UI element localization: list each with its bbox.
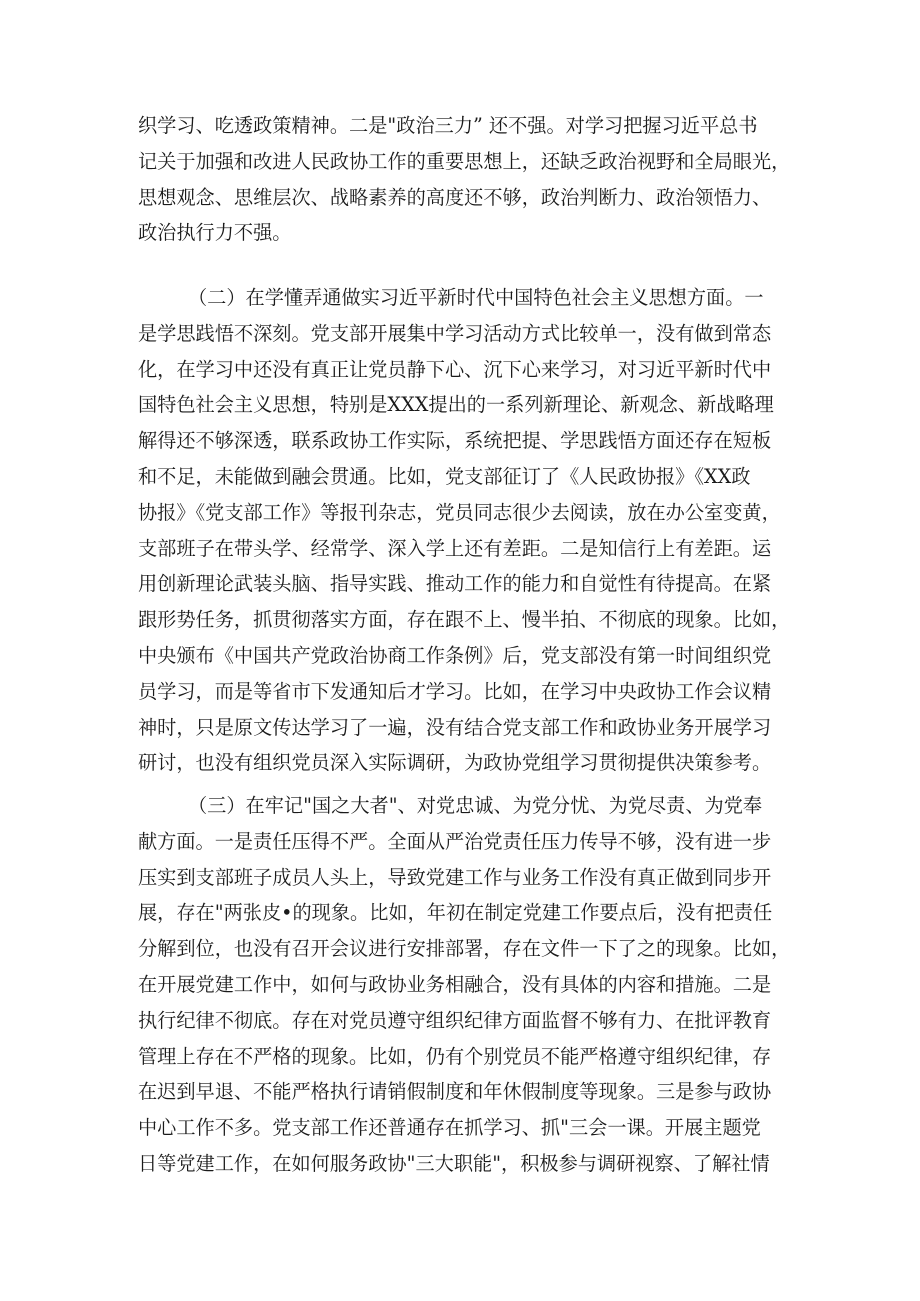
text-line: 分解到位，也没有召开会议进行安排部署，存在文件一下了之的现象。比如，: [138, 937, 791, 961]
text-line: 在开展党建工作中，如何与政协业务相融合，没有具体的内容和措施。二是: [138, 972, 772, 996]
paragraph-3: [138, 788, 796, 1182]
text-line: 员学习，而是等省市下发通知后才学习。比如，在学习中央政协工作会议精: [138, 679, 772, 703]
text-line: 中心工作不多。党支部工作还普通存在抓学习、抓"三会一课。开展主题党: [138, 1116, 761, 1140]
text-line: 神时，只是原文传达学习了一遍，没有结合党支部工作和政协业务开展学习: [138, 715, 772, 739]
text-line: （三）在牢记"国之大者"、对党忠诚、为党分忧、为党尽责、为党奉: [188, 794, 763, 817]
paragraph-1: [138, 108, 796, 251]
text-line: 支部班子在带头学、经常学、深入学上还有差距。二是知信行上有差距。运: [138, 536, 772, 560]
text-line: 解得还不够深透，联系政协工作实际，系统把提、学思践悟方面还存在短板: [138, 429, 772, 453]
text-line: 压实到支部班子成员人头上，导致党建工作与业务工作没有真正做到同步开: [138, 865, 772, 889]
text-line: 记关于加强和改进人民政协工作的重要思想上，还缺乏政治视野和全局眼光，: [138, 149, 791, 173]
text-line: （二）在学懂弄通做实习近平新时代中国特色社会主义思想方面。一: [188, 286, 764, 309]
text-line: 是学思践悟不深刻。党支部开展集中学习活动方式比较单一，没有做到常态: [138, 321, 772, 345]
text-line: 思想观念、思维层次、战略素养的高度还不够，政治判断力、政治领悟力、: [138, 185, 772, 209]
paragraph-2: [138, 280, 796, 781]
text-line: 日等党建工作，在如何服务政协"三大职能"，积极参与调研视察、了解社情: [138, 1151, 770, 1175]
text-line: 和不足，未能做到融会贯通。比如，党支部征订了《人民政协报》《XX政: [138, 464, 751, 488]
text-line: 在迟到早退、不能严格执行请销假制度和年休假制度等现象。三是参与政协: [138, 1080, 772, 1104]
text-line: 展，存在"两张皮•的现象。比如，年初在制定党建工作要点后，没有把责任: [138, 901, 773, 925]
text-line: 协报》《党支部工作》等报刊杂志，党员同志很少去阅读，放在办公室变黄，: [138, 500, 781, 524]
text-line: 跟形势任务，抓贯彻落实方面，存在跟不上、慢半拍、不彻底的现象。比如，: [138, 608, 791, 632]
text-line: 执行纪律不彻底。存在对党员遵守组织纪律方面监督不够有力、在批评教育: [138, 1008, 772, 1032]
text-line: 国特色社会主义思想，特别是XXX提出的一系列新理论、新观念、新战略理: [138, 393, 774, 417]
text-line: 研讨，也没有组织党员深入实际调研，为政协党组学习贯彻提供决策参考。: [138, 751, 772, 775]
text-line: 中央颁布《中国共产党政治协商工作条例》后，党支部没有第一时间组织党: [138, 643, 772, 667]
text-line: 用创新理论武装头脑、指导实践、推动工作的能力和自觉性有待提高。在紧: [138, 572, 772, 596]
text-line: 织学习、吃透政策精神。二是"政治三力” 还不强。对学习把握习近平总书: [138, 114, 758, 137]
text-line: 化，在学习中还没有真正让党员静下心、沉下心来学习，对习近平新时代中: [138, 357, 772, 381]
text-line: 政治执行力不强。: [138, 221, 292, 245]
text-line: 管理上存在不严格的现象。比如，仍有个别党员不能严格遵守组织纪律，存: [138, 1044, 772, 1068]
text-line: 献方面。一是责任压得不严。全面从严治党责任压力传导不够，没有进一步: [138, 829, 772, 853]
